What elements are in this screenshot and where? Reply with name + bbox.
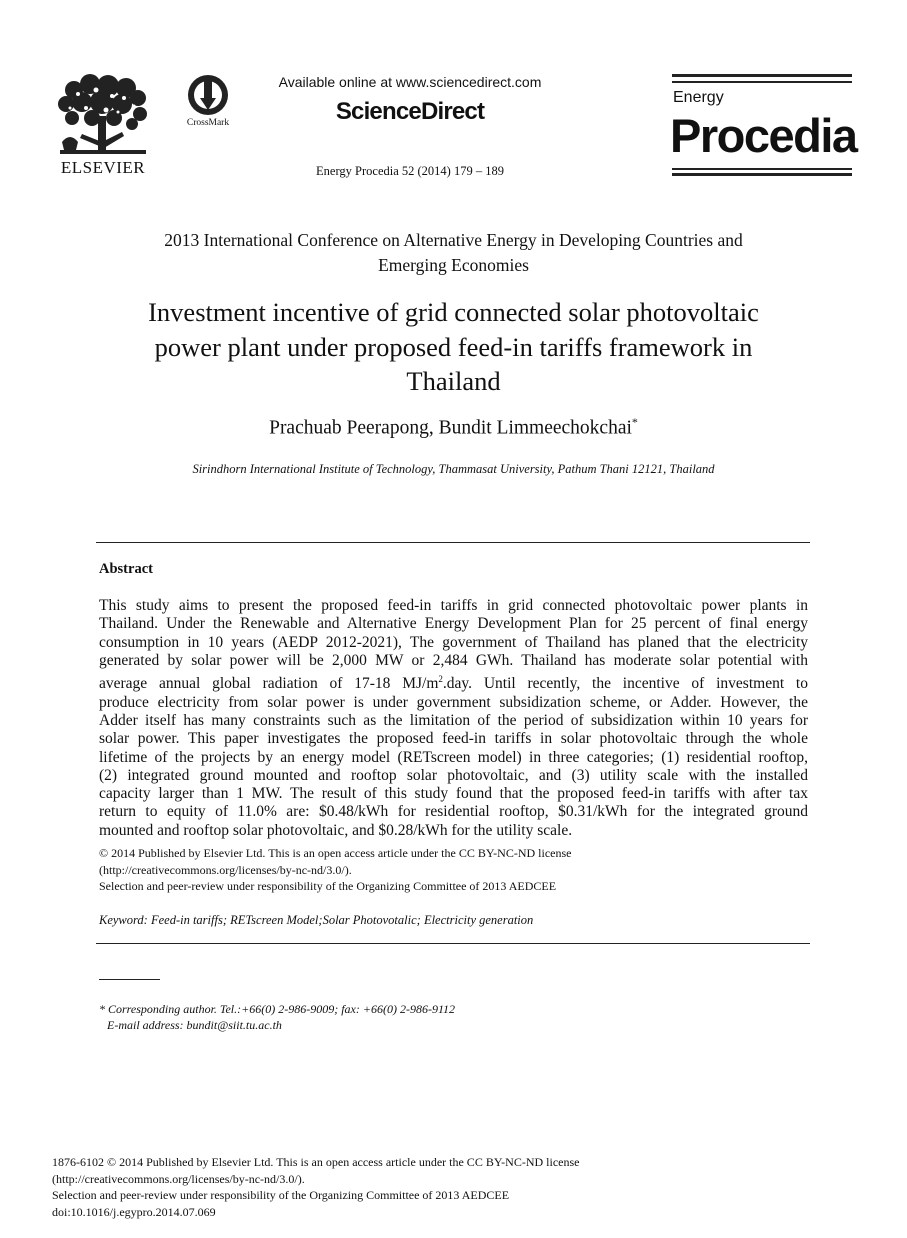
elsevier-wordmark: ELSEVIER	[60, 158, 146, 177]
paper-title-line-3: Thailand	[406, 366, 501, 396]
conference-line-2: Emerging Economies	[378, 255, 529, 275]
procedia-bottom-rule-1	[672, 168, 852, 170]
conference-line-1: 2013 International Conference on Alternative Energy in Developing Countries and	[164, 230, 743, 250]
abstract-top-rule	[96, 542, 810, 543]
procedia-energy-label: Energy	[673, 89, 724, 106]
abstract-line	[99, 670, 808, 693]
corresponding-mark: *	[631, 415, 638, 429]
bottom-matter	[52, 1154, 852, 1220]
abstract-line: (2) integrated ground mounted and rooftop solar photovoltaic, and (3) utility scale with the installed	[99, 766, 808, 784]
available-online: Available online at www.sciencedirect.com	[278, 74, 542, 90]
abstract-body	[99, 597, 808, 840]
superscript-2: 2	[438, 674, 443, 685]
elsevier-logo	[52, 72, 154, 180]
affiliation: Sirindhorn International Institute of Technology, Thammasat University, Pathum Thani 12121, Thailand	[192, 462, 715, 476]
procedia-brand	[670, 74, 857, 178]
abstract-line: Thailand. Under the Renewable and Alternative Energy Development Plan for 25 percent of final energy	[99, 615, 808, 633]
abstract-bottom-rule	[96, 943, 810, 944]
bottom-peer-review: Selection and peer-review under responsibility of the Organizing Committee of 2013 AEDCEE	[52, 1188, 510, 1202]
corresponding-author: * Corresponding author. Tel.:+66(0) 2-986-9009; fax: +66(0) 2-986-9112	[99, 1002, 456, 1016]
sciencedirect-logo[interactable]: ScienceDirect	[335, 98, 485, 125]
abstract-line: capacity larger than 1 MW. The result of this study found that the proposed feed-in tariffs with after tax	[99, 785, 808, 803]
footnote-separator	[99, 979, 160, 980]
paper-title-line-2: power plant under proposed feed-in tariffs framework in	[154, 332, 753, 362]
bottom-license-link[interactable]: (http://creativecommons.org/licenses/by-nc-nd/3.0/).	[52, 1171, 305, 1186]
elsevier-tree-icon	[52, 72, 154, 160]
abstract-line-text: average annual global radiation of 17-18 MJ/m	[99, 675, 439, 693]
footnote	[99, 1001, 808, 1033]
license-link[interactable]: (http://creativecommons.org/licenses/by-nc-nd/3.0/).	[99, 862, 352, 877]
abstract-line: solar power. This paper investigates the proposed feed-in tariffs in solar photovoltaic through the whole	[99, 730, 808, 748]
procedia-top-rule-1	[672, 74, 852, 77]
procedia-top-rule-2	[672, 81, 852, 83]
abstract-line-rest: .day. Until recently, the incentive of investment to	[442, 675, 808, 693]
paper-title-line-1: Investment incentive of grid connected solar photovoltaic	[148, 297, 759, 327]
abstract-line: consumption in 10 years (AEDP 2012-2021), The government of Thailand has planed that the electricity	[99, 633, 808, 651]
abstract-line: return to equity of 11.0% are: $0.48/kWh for residential rooftop, $0.31/kWh for the integrated ground	[99, 803, 808, 821]
copyright-block	[99, 845, 808, 895]
abstract-line: This study aims to present the proposed feed-in tariffs in grid connected photovoltaic power plants in	[99, 597, 808, 614]
abstract-heading: Abstract	[99, 561, 153, 577]
abstract-line: produce electricity from solar power is under government subsidization scheme, or Adder. However, the	[99, 693, 808, 711]
peer-review-line: Selection and peer-review under responsibility of the Organizing Committee of 2013 AEDCEE	[99, 879, 557, 893]
procedia-bottom-rule-2	[672, 173, 852, 176]
abstract-line: lifetime of the projects by an energy model (RETscreen model) in three categories; (1) residential rooftop,	[99, 748, 808, 766]
author-names: Prachuab Peerapong, Bundit Limmeechokchai	[269, 417, 632, 439]
crossmark-label: CrossMark	[186, 118, 230, 128]
copyright-line: © 2014 Published by Elsevier Ltd. This is an open access article under the CC BY-NC-ND license	[99, 846, 572, 860]
journal-reference: Energy Procedia 52 (2014) 179 – 189	[316, 164, 504, 178]
crossmark-icon	[178, 72, 238, 118]
abstract-line: mounted and rooftop solar photovoltaic, and $0.28/kWh for the utility scale.	[99, 821, 573, 839]
procedia-wordmark: Procedia	[670, 109, 857, 162]
abstract-line: Adder itself has many constraints such as the limitation of the period of subsidization within 10 years for	[99, 711, 808, 729]
authors	[60, 415, 847, 440]
abstract-line: generated by solar power will be 2,000 MW or 2,484 GWh. Thailand has moderate solar potential with	[99, 651, 808, 669]
issn-copyright: 1876-6102 © 2014 Published by Elsevier Ltd. This is an open access article under the CC BY-NC-ND license	[52, 1155, 580, 1169]
keywords: Keyword: Feed-in tariffs; RETscreen Model;Solar Photovotalic; Electricity generation	[99, 913, 534, 927]
doi-link[interactable]: doi:10.1016/j.egypro.2014.07.069	[52, 1204, 216, 1219]
email-address[interactable]: E-mail address: bundit@siit.tu.ac.th	[107, 1018, 282, 1032]
crossmark-logo[interactable]	[178, 72, 238, 132]
